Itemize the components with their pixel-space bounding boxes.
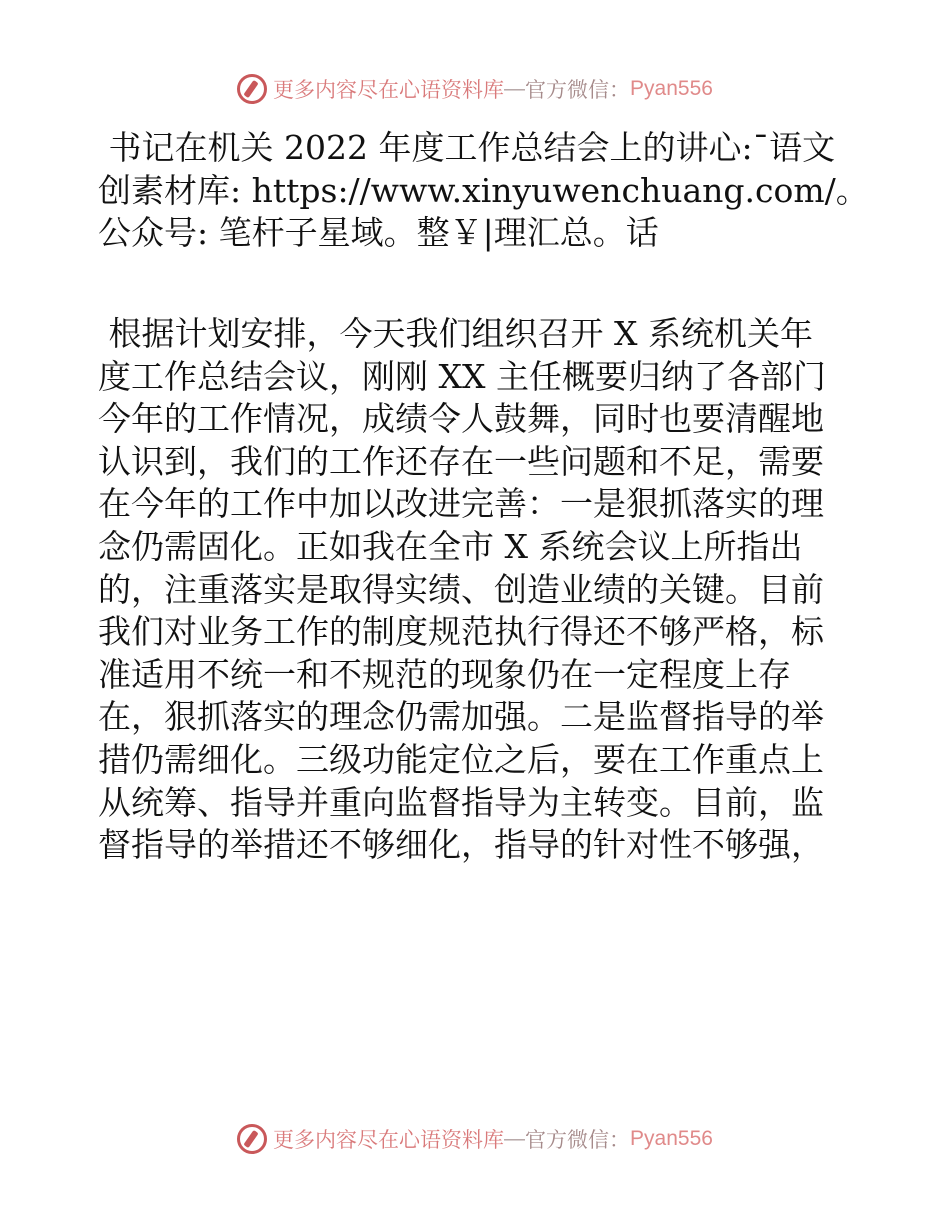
body-line: 督指导的举措还不够细化，指导的针对性不够强， <box>98 825 824 865</box>
body-line: 度工作总结会议，刚刚 XX 主任概要归纳了各部门 <box>98 356 826 396</box>
watermark-wechat-id: Pyan556 <box>630 1127 713 1150</box>
document-title <box>98 127 869 255</box>
body-line: 今年的工作情况，成绩令人鼓舞，同时也要清醒地 <box>98 399 824 439</box>
body-line: 措仍需细化。三级功能定位之后，要在工作重点上 <box>98 739 824 779</box>
watermark-wechat-label: 官方微信： <box>525 1129 631 1152</box>
watermark-dash: — <box>504 77 526 100</box>
pen-logo-icon <box>237 74 267 104</box>
body-line: 我们对业务工作的制度规范执行得还不够严格，标 <box>98 612 824 652</box>
pen-logo-icon <box>237 1124 267 1154</box>
watermark-dash: — <box>504 1127 526 1150</box>
title-line: 公众号: 笔杆子星域。整￥|理汇总。话 <box>98 213 659 253</box>
watermark-wechat-label: 官方微信： <box>525 79 631 102</box>
body-line: 认识到，我们的工作还存在一些问题和不足，需要 <box>98 441 824 481</box>
body-line: 根据计划安排，今天我们组织召开 X 系统机关年 <box>98 314 813 353</box>
body-line: 在，狠抓落实的理念仍需加强。二是监督指导的举 <box>98 697 824 737</box>
watermark-text: 更多内容尽在心语资料库 <box>273 79 505 102</box>
body-line: 从统筹、指导并重向监督指导为主转变。目前，监 <box>98 782 824 822</box>
body-paragraph <box>98 313 858 867</box>
title-line: 书记在机关 2022 年度工作总结会上的讲心:¯语文 <box>98 128 836 167</box>
watermark-wechat-id: Pyan556 <box>630 77 713 100</box>
body-line: 的，注重落实是取得实绩、创造业绩的关键。目前 <box>98 569 824 609</box>
watermark-text: 更多内容尽在心语资料库 <box>273 1129 505 1152</box>
body-line: 在今年的工作中加以改进完善：一是狠抓落实的理 <box>98 484 824 524</box>
header-watermark <box>0 74 950 104</box>
title-line: 创素材库: https://www.xinyuwenchuang.com/。 <box>98 170 869 210</box>
body-line: 念仍需固化。正如我在全市 X 系统会议上所指出 <box>98 526 803 566</box>
footer-watermark <box>0 1124 950 1154</box>
body-line: 准适用不统一和不规范的现象仍在一定程度上存 <box>98 654 791 694</box>
